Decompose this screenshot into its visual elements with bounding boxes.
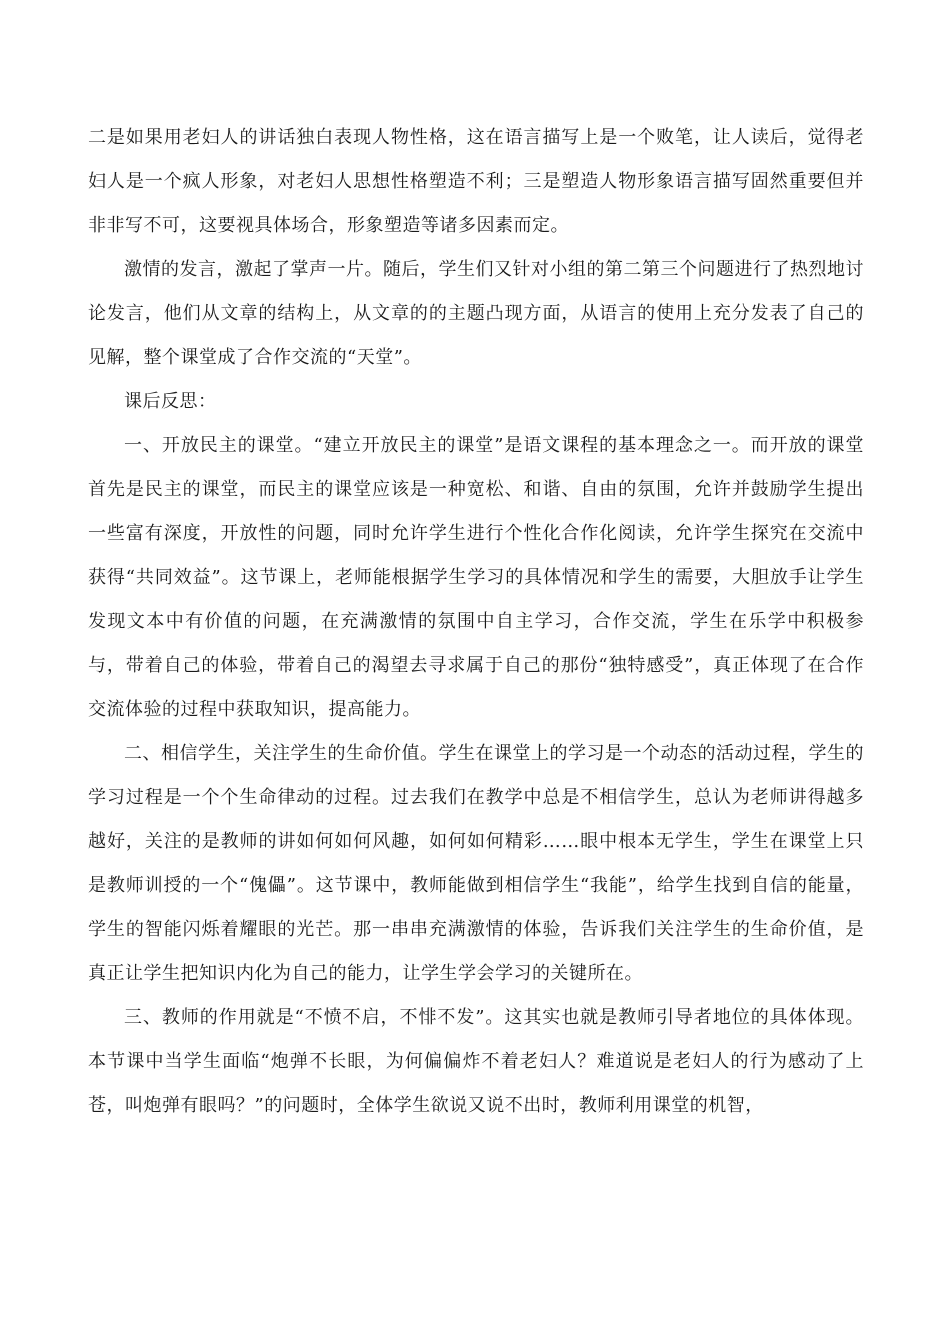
paragraph-1: 二是如果用老妇人的讲话独白表现人物性格，这在语言描写上是一个败笔，让人读后，觉得老妇人是一个疯人形象，对老妇人思想性格塑造不利；三是塑造人物形象语言描写固然重要但并非非写不可，这要视具体场合，形象塑造等诸多因素而定。 [88, 127, 864, 236]
paragraph-3-heading: 课后反思： [124, 391, 217, 412]
paragraph-2: 激情的发言，激起了掌声一片。随后，学生们又针对小组的第二第三个问题进行了热烈地讨论发言，他们从文章的结构上，从文章的的主题凸现方面，从语言的使用上充分发表了自己的见解，整个课堂成了合作交流的“天堂”。 [88, 259, 864, 368]
paragraph-4: 一、开放民主的课堂。“建立开放民主的课堂”是语文课程的基本理念之一。而开放的课堂首先是民主的课堂，而民主的课堂应该是一种宽松、和谐、自由的氛围，允许并鼓励学生提出一些富有深度，开放性的问题，同时允许学生进行个性化合作化阅读，允许学生探究在交流中获得“共同效益”。这节课上，老师能根据学生学习的具体情况和学生的需要，大胆放手让学生发现文本中有价值的问题，在充满激情的氛围中自主学习，合作交流，学生在乐学中积极参与，带着自己的体验，带着自己的渴望去寻求属于自己的那份“独特感受”，真正体现了在合作交流体验的过程中获取知识，提高能力。 [88, 435, 864, 720]
document-page [88, 116, 864, 1128]
paragraph-6: 三、教师的作用就是“不愤不启，不悱不发”。这其实也就是教师引导者地位的具体体现。本节课中当学生面临“炮弹不长眼，为何偏偏炸不着老妇人？难道说是老妇人的行为感动了上苍，叫炮弹有眼吗？”的问题时，全体学生欲说又说不出时，教师利用课堂的机智， [88, 1007, 864, 1116]
paragraph-5: 二、相信学生，关注学生的生命价值。学生在课堂上的学习是一个动态的活动过程，学生的学习过程是一个个生命律动的过程。过去我们在教学中总是不相信学生，总认为老师讲得越多越好，关注的是教师的讲如何如何风趣，如何如何精彩……眼中根本无学生，学生在课堂上只是教师训授的一个“傀儡”。这节课中，教师能做到相信学生“我能”，给学生找到自信的能量，学生的智能闪烁着耀眼的光芒。那一串串充满激情的体验，告诉我们关注学生的生命价值，是真正让学生把知识内化为自己的能力，让学生学会学习的关键所在。 [88, 743, 864, 984]
